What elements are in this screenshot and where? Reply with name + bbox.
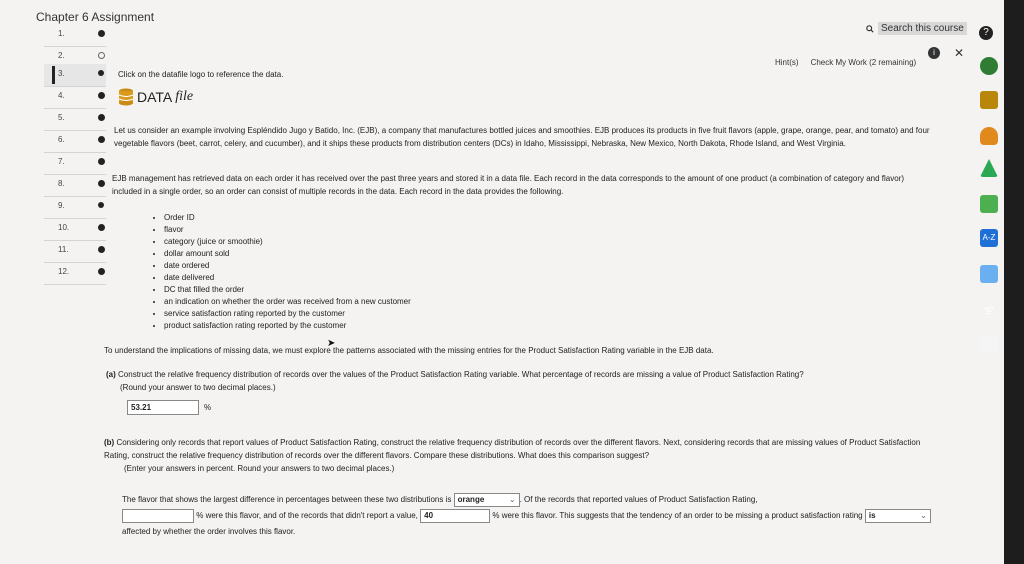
pen-icon[interactable] <box>980 195 998 213</box>
completed-icon <box>98 158 105 165</box>
question-navigator <box>44 24 106 324</box>
completed-icon <box>98 114 105 121</box>
datafile-label-data: DATA <box>137 89 173 105</box>
fill-text-4: % were this flavor. This suggests that the tendency of an order to be missing a product satisfaction rating <box>492 511 863 520</box>
datafile-logo[interactable] <box>118 88 193 106</box>
audio-icon[interactable]: ᯤ <box>983 303 995 317</box>
question-number: 6. <box>58 135 65 144</box>
question-nav-item[interactable] <box>44 196 106 219</box>
question-nav-item[interactable] <box>44 152 106 175</box>
part-b-label: (b) <box>104 438 115 447</box>
database-icon <box>118 88 134 106</box>
check-my-work-button[interactable]: Check My Work (2 remaining) <box>810 58 917 67</box>
part-b-note: (Enter your answers in percent. Round your answers to two decimal places.) <box>124 464 395 473</box>
toolbar-icons <box>928 46 964 60</box>
chevron-down-icon: ⌄ <box>920 510 927 520</box>
info-icon[interactable]: i <box>928 47 940 59</box>
fill-text-5: affected by whether the order involves this flavor. <box>122 527 296 536</box>
management-paragraph: EJB management has retrieved data on each order it has received over the past three years and stored it in a data file. Each record in the data corresponds to the amount of one product (a combination of category and flavor) included in a single order, so an order can consist of multiple records in the data. Each record in the data provides the following. <box>112 174 905 196</box>
field-list-item: • category (juice or smoothie) <box>164 236 411 248</box>
question-number: 7. <box>58 157 65 166</box>
field-list-item: • service satisfaction rating reported by the customer <box>164 308 411 320</box>
window-edge <box>1004 0 1024 564</box>
search-icon <box>866 25 874 33</box>
completed-icon <box>98 136 105 143</box>
completed-icon <box>98 246 105 253</box>
mouse-cursor-icon: ➤ <box>327 338 336 349</box>
part-b-question <box>104 436 944 475</box>
question-number: 9. <box>58 201 65 210</box>
flavor-select-value: orange <box>457 494 485 504</box>
completed-icon <box>98 92 105 99</box>
hints-link[interactable]: Hint(s) <box>775 58 799 67</box>
question-nav-item[interactable] <box>44 218 106 241</box>
field-list-item: • date ordered <box>164 260 411 272</box>
percent-sign: % <box>204 403 212 412</box>
fields-list <box>152 212 411 332</box>
az-icon[interactable]: A-Z <box>980 229 998 247</box>
part-a-answer-input[interactable]: 53.21 <box>127 400 199 415</box>
datafile-label-file: file <box>175 89 194 104</box>
question-number: 5. <box>58 113 65 122</box>
question-nav-item[interactable] <box>44 240 106 263</box>
page-title: Chapter 6 Assignment <box>36 10 155 24</box>
close-icon[interactable]: ✕ <box>954 46 965 60</box>
question-nav-item[interactable] <box>44 262 106 285</box>
intro-paragraph: Let us consider an example involving Espléndido Jugo y Batido, Inc. (EJB), a company that manufactures bottled juices and smoothies. EJB produces its products in five fruit flavors (apple, grape, orange, pear, and tomato) and four vegetable flavors (beet, carrot, celery, and cucumber), and it ships these products from distribution centers (DCs) in Idaho, Mississippi, Nebraska, New Mexico, North Dakota, Rhode Island, and West Virginia. <box>114 126 930 148</box>
part-a-label: (a) <box>106 370 116 379</box>
question-number: 8. <box>58 179 65 188</box>
drive-icon[interactable] <box>980 159 998 177</box>
question-number: 4. <box>58 91 65 100</box>
question-number: 1. <box>58 29 65 38</box>
field-list-item: • Order ID <box>164 212 411 224</box>
help-icon[interactable]: ? <box>979 26 993 40</box>
fill-text-1: The flavor that shows the largest difference in percentages between these two distributions is <box>122 495 452 504</box>
circle-icon[interactable] <box>980 57 998 75</box>
completed-icon <box>98 268 105 275</box>
question-number: 11. <box>58 245 69 254</box>
field-list-item: • an indication on whether the order was received from a new customer <box>164 296 411 308</box>
question-number: 3. <box>58 69 65 78</box>
field-list-item: • date delivered <box>164 272 411 284</box>
fill-text-2: . Of the records that reported values of Product Satisfaction Rating, <box>519 495 758 504</box>
part-a-text: Construct the relative frequency distribution of records over the values of the Product Satisfaction Rating variable. What percentage of records are missing a value of Product Satisfaction Rating? <box>118 370 804 379</box>
status-dot-icon <box>98 202 104 208</box>
is-select[interactable] <box>865 509 931 523</box>
pct-reported-input[interactable] <box>122 509 194 523</box>
bookmark-icon[interactable] <box>980 91 998 109</box>
question-number: 10. <box>58 223 70 232</box>
part-b-fill-in <box>122 492 952 540</box>
fill-text-3: % were this flavor, and of the records that didn't report a value, <box>196 511 418 520</box>
image-icon[interactable] <box>980 265 998 283</box>
chevron-down-icon: ⌄ <box>508 494 516 504</box>
question-nav-item[interactable] <box>44 86 106 109</box>
flavor-select[interactable] <box>454 493 520 507</box>
field-list-item: • dollar amount sold <box>164 248 411 260</box>
completed-icon <box>98 180 105 187</box>
cloud-icon[interactable] <box>980 127 998 145</box>
browser-extension-bar <box>976 55 1004 355</box>
datafile-instruction: Click on the datafile logo to reference the data. <box>118 70 284 79</box>
search-input[interactable]: Search this course <box>878 22 967 35</box>
part-a-question <box>106 368 946 394</box>
completed-icon <box>98 224 105 231</box>
pct-missing-input[interactable]: 40 <box>420 509 490 523</box>
part-a-note: (Round your answer to two decimal places.) <box>120 383 276 392</box>
part-a-answer-row <box>127 400 211 415</box>
search-box[interactable] <box>866 22 967 35</box>
completed-icon <box>98 30 105 37</box>
status-dot-icon <box>98 70 104 76</box>
question-nav-item[interactable] <box>44 64 106 87</box>
part-b-text: Considering only records that report values of Product Satisfaction Rating, construct the relative frequency distribution of records over the different flavors. Next, considering records that are missing values of Product Satisfaction Rating, construct the relative frequency distribution of records over the different flavors. Compare these distributions. What does this comparison suggest? <box>104 438 921 460</box>
field-list-item: • product satisfaction rating reported by the customer <box>164 320 411 332</box>
question-nav-item[interactable] <box>44 24 106 47</box>
is-select-value: is <box>868 510 876 520</box>
missing-data-paragraph: To understand the implications of missing data, we must explore the patterns associated with the missing entries for the Product Satisfaction Rating variable in the EJB data. <box>104 346 714 355</box>
notes-icon[interactable] <box>980 335 998 353</box>
question-nav-item[interactable] <box>44 130 106 153</box>
status-dot-icon <box>98 52 105 59</box>
question-number: 12. <box>58 267 70 276</box>
question-number: 2. <box>58 51 65 60</box>
field-list-item: • DC that filled the order <box>164 284 411 296</box>
question-nav-item[interactable] <box>44 108 106 131</box>
question-nav-item[interactable] <box>44 174 106 197</box>
field-list-item: • flavor <box>164 224 411 236</box>
toolbar <box>775 58 916 67</box>
